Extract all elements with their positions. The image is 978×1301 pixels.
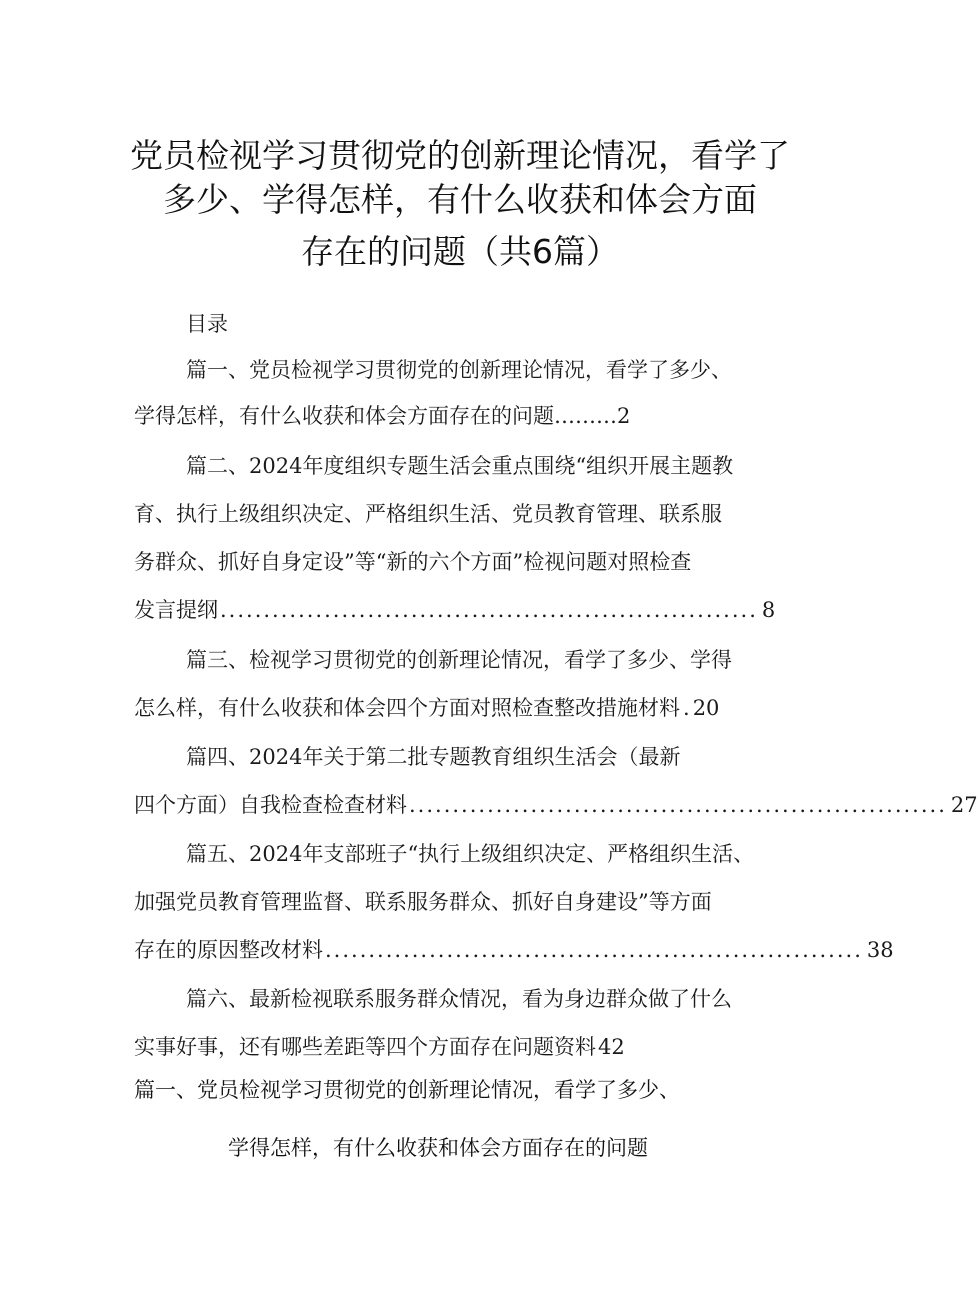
toc-entry-2-text: 发言提纲 [134,598,218,622]
toc-entry-3-leader: . [683,696,690,720]
toc-entry-4-line-2[interactable] [134,789,978,821]
document-title [110,134,810,274]
toc-entry-3-line-2[interactable] [134,692,719,724]
toc-entry-5-line-1[interactable]: 篇五、2024年支部班子“执行上级组织决定、严格组织生活、 [186,842,755,866]
toc-entry-5-leader: .............................................................. [325,938,863,962]
toc-entry-1-text: 学得怎样，有什么收获和体会方面存在的问题 [134,404,554,428]
toc-entry-1-line-1[interactable]: 篇一、党员检视学习贯彻党的创新理论情况，看学了多少、 [186,358,732,382]
section-heading-line-1: 篇一、党员检视学习贯彻党的创新理论情况，看学了多少、 [134,1078,680,1102]
toc-entry-4-leader: .............................................................. [409,793,947,817]
toc-entry-5-line-2[interactable]: 加强党员教育管理监督、联系服务群众、抓好自身建设”等方面 [134,890,712,914]
toc-entry-5-line-3[interactable] [134,934,894,966]
toc-entry-4-line-1[interactable]: 篇四、2024年关于第二批专题教育组织生活会（最新 [186,745,681,769]
toc-entry-6-line-1[interactable]: 篇六、最新检视联系服务群众情况，看为身边群众做了什么 [186,987,732,1011]
toc-entry-1-line-2[interactable] [134,400,630,432]
toc-entry-2-line-1[interactable]: 篇二、2024年度组织专题生活会重点围绕“组织开展主题教 [186,454,734,478]
toc-entry-6-text: 实事好事，还有哪些差距等四个方面存在问题资料 [134,1035,596,1059]
section-heading-line-2: 学得怎样，有什么收获和体会方面存在的问题 [228,1136,648,1160]
toc-entry-2-page: 8 [761,598,776,622]
title-line-1: 党员检视学习贯彻党的创新理论情况，看学了 [130,136,790,175]
toc-entry-3-line-1[interactable]: 篇三、检视学习贯彻党的创新理论情况，看学了多少、学得 [186,648,732,672]
toc-entry-2-line-4[interactable] [134,594,774,626]
title-line-3: 存在的问题（共6篇） [301,232,619,271]
toc-entry-2-leader: .............................................................. [220,598,758,622]
toc-entry-6-line-2[interactable] [134,1031,625,1063]
toc-entry-6-page: 42 [598,1035,625,1059]
title-line-2: 多少、学得怎样，有什么收获和体会方面 [163,180,757,219]
toc-entry-4-text: 四个方面）自我检查检查材料 [134,793,407,817]
toc-entry-4-page: 27 [950,793,978,817]
toc-entry-1-page: 2 [617,404,631,428]
toc-heading: 目录 [186,312,228,336]
toc-entry-2-line-2[interactable]: 育、执行上级组织决定、严格组织生活、党员教育管理、联系服 [134,502,722,526]
toc-entry-5-text: 存在的原因整改材料 [134,938,323,962]
toc-entry-1-leader: ……… [554,404,617,428]
toc-entry-3-text: 怎么样，有什么收获和体会四个方面对照检查整改措施材料 [134,696,680,720]
toc-entry-3-page: 20 [692,696,720,720]
toc-entry-2-line-3[interactable]: 务群众、抓好自身定设”等“新的六个方面”检视问题对照检查 [134,550,692,574]
toc-entry-5-page: 38 [866,938,894,962]
